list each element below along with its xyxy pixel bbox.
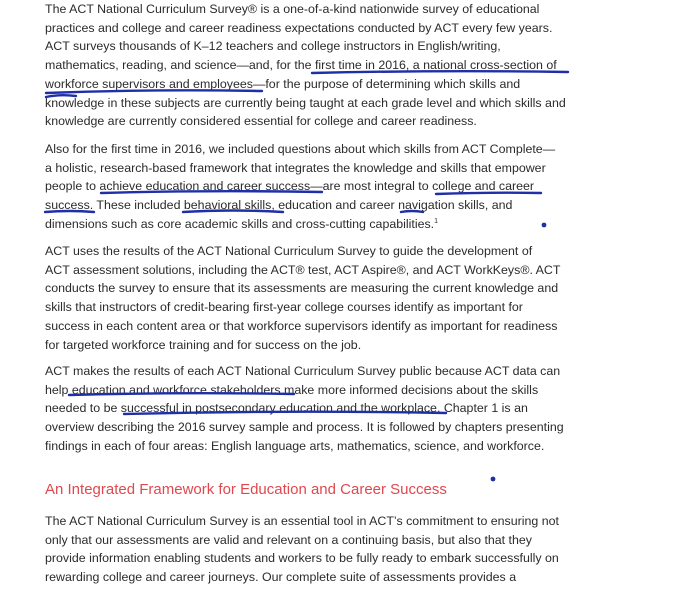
text-line: knowledge are currently considered essential for college and career readiness. bbox=[45, 114, 477, 129]
text-line: ACT surveys thousands of K–12 teachers and college instructors in English/writing, bbox=[45, 39, 501, 54]
text-line-content: dimensions such as core academic skills and cross-cutting capabilities. bbox=[45, 216, 435, 231]
text-line: for targeted workforce training and for success on the job. bbox=[45, 337, 362, 352]
text-line: a holistic, research-based framework that integrates the knowledge and skills that empower bbox=[45, 160, 546, 175]
text-line: ACT assessment solutions, including the ACT® test, ACT Aspire®, and ACT WorkKeys®. ACT bbox=[45, 262, 561, 277]
text-line: knowledge in these subjects are currently being taught at each grade level and which skills and bbox=[45, 95, 566, 110]
text-line: skills that instructors of credit-bearing first-year college courses identify as important for bbox=[45, 300, 523, 315]
text-line: workforce supervisors and employees—for the purpose of determining which skills and bbox=[45, 76, 521, 91]
paragraph-survey-intro bbox=[45, 0, 585, 131]
footnote-marker: 1 bbox=[434, 217, 439, 225]
paragraph-survey-usage bbox=[45, 242, 585, 354]
text-line: mathematics, reading, and science—and, for the first time in 2016, a national cross-section of bbox=[45, 58, 557, 73]
text-line: The ACT National Curriculum Survey® is a one-of-a-kind nationwide survey of educational bbox=[45, 2, 540, 16]
text-line: help education and workforce stakeholders make more informed decisions about the skills bbox=[45, 382, 539, 397]
text-line: conducts the survey to ensure that its assessments are measuring the current knowledge and bbox=[45, 281, 559, 296]
text-line: The ACT National Curriculum Survey is an essential tool in ACT’s commitment to ensuring not bbox=[45, 514, 559, 528]
text-line: findings in each of four areas: English language arts, mathematics, science, and workforce. bbox=[45, 438, 545, 453]
text-line bbox=[45, 215, 585, 234]
text-line: overview describing the 2016 survey sample and process. It is followed by chapters presenting bbox=[45, 420, 564, 435]
text-line: success in each content area or that workforce supervisors identify as important for readiness bbox=[45, 318, 558, 333]
pen-dot bbox=[491, 477, 496, 482]
paragraph-integrated-framework bbox=[45, 512, 585, 587]
text-line: rewarding college and career journeys. Our complete suite of assessments provides a bbox=[45, 570, 517, 585]
paragraph-act-complete bbox=[45, 140, 585, 234]
section-heading: An Integrated Framework for Education and Career Success bbox=[45, 481, 447, 498]
text-line: practices and college and career readiness expectations conducted by ACT every few years. bbox=[45, 20, 553, 35]
text-line: Also for the first time in 2016, we included questions about which skills from ACT Complete— bbox=[45, 142, 556, 156]
text-line: ACT makes the results of each ACT National Curriculum Survey public because ACT data can bbox=[45, 364, 561, 378]
text-line: provide information enabling students and workers to be fully ready to embark successfully on bbox=[45, 551, 559, 566]
text-line: needed to be successful in postsecondary education and the workplace. Chapter 1 is an bbox=[45, 401, 528, 416]
text-line: ACT uses the results of the ACT National Curriculum Survey to guide the development of bbox=[45, 244, 533, 258]
paragraph-public-results bbox=[45, 362, 585, 456]
text-line: success. These included behavioral skills, education and career navigation skills, and bbox=[45, 198, 513, 213]
text-line: only that our assessments are valid and relevant on a continuing basis, but also that they bbox=[45, 532, 532, 547]
text-line: people to achieve education and career success—are most integral to college and career bbox=[45, 179, 535, 194]
